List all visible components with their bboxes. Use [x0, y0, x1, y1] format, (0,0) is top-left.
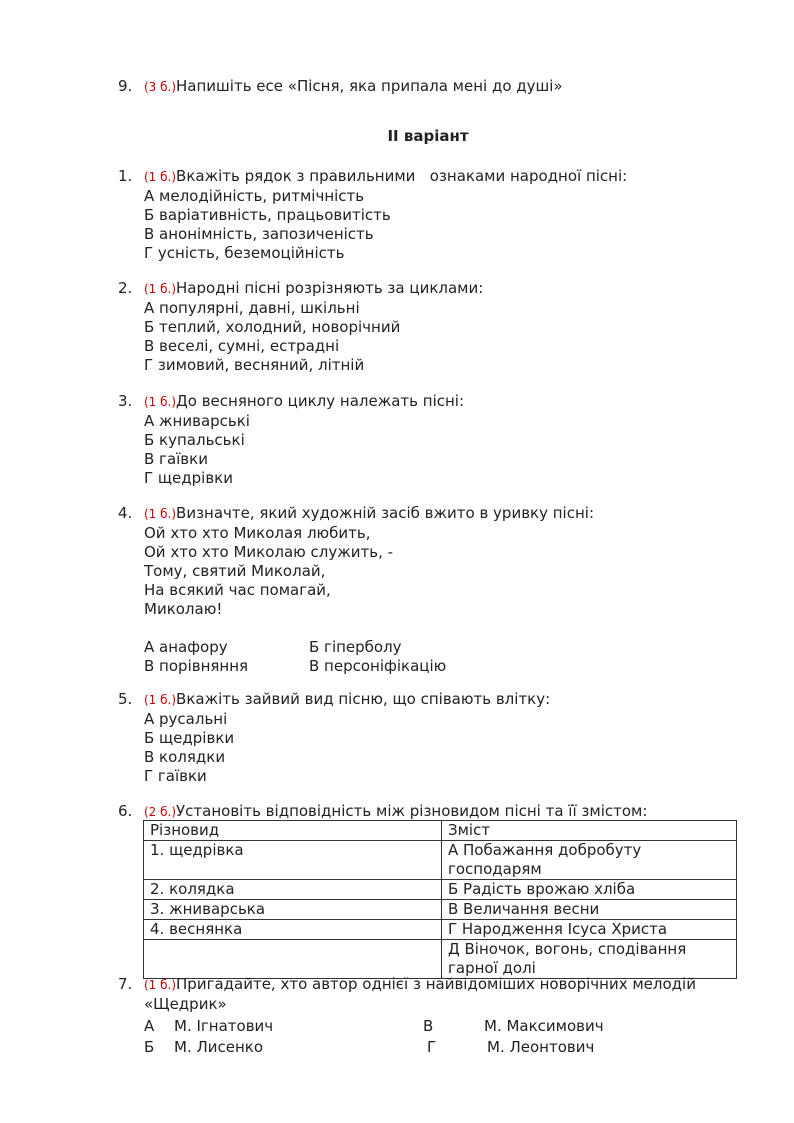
- question-text: Визначте, який художній засіб вжито в уривку пісні:: [176, 504, 595, 522]
- variant-heading: [0, 127, 794, 145]
- question-text: Напишіть есе «Пісня, яка припала мені до душі»: [176, 77, 563, 95]
- variant-heading-rest: іант: [434, 127, 469, 145]
- options-row: [144, 657, 748, 676]
- table-cell: Д Віночок, вогонь, сподівання гарної долі: [442, 940, 737, 979]
- question-text: До весняного циклу належать пісні:: [176, 392, 465, 410]
- option-d: Г щедрівки: [144, 469, 233, 487]
- verse-line: Ой хто хто Миколаю служить, -: [144, 543, 394, 561]
- question-text: Народні пісні розрізняють за циклами:: [176, 279, 484, 297]
- question-text: Установіть відповідність між різновидом пісні та її змістом:: [176, 802, 648, 820]
- table-cell: 3. жниварська: [144, 900, 442, 920]
- question-number: 2.: [118, 279, 133, 297]
- question-6: [118, 802, 748, 822]
- question-7: [118, 975, 738, 1059]
- points-label: (1 б.): [144, 395, 177, 409]
- question-number: 6.: [118, 802, 133, 820]
- verse-line: Тому, святий Миколай,: [144, 562, 326, 580]
- table-header-cell: Зміст: [442, 821, 737, 841]
- option-b: Б теплий, холодний, новорічний: [144, 318, 401, 336]
- question-3: [118, 392, 748, 488]
- verse-line: Ой хто хто Миколая любить,: [144, 524, 371, 542]
- question-number: 7.: [118, 975, 133, 993]
- table-cell: 4. веснянка: [144, 920, 442, 940]
- option-name: М. Лисенко: [174, 1038, 264, 1056]
- variant-heading-bold: II вар: [387, 127, 435, 145]
- table-cell: 2. колядка: [144, 880, 442, 900]
- options-row: [144, 638, 748, 657]
- table-cell: 1. щедрівка: [144, 841, 442, 880]
- points-label: (3 б.): [144, 80, 177, 94]
- table-row: [144, 940, 737, 979]
- option-letter: Б: [144, 1038, 155, 1056]
- table-row: [144, 880, 737, 900]
- option-name: М. Ігнатович: [174, 1017, 274, 1035]
- option-d: В персоніфікацію: [309, 657, 447, 675]
- option-letter: В: [423, 1017, 434, 1035]
- table-header-cell: Різновид: [144, 821, 442, 841]
- option-b: Б купальські: [144, 431, 245, 449]
- options-row: [144, 1017, 738, 1038]
- question-5: [118, 690, 748, 786]
- question-text: Пригадайте, хто автор однієї з найвідоміших новорічних мелодій «Щедрик»: [144, 975, 696, 1013]
- question-number: 5.: [118, 690, 133, 708]
- question-9: [118, 77, 748, 97]
- points-label: (2 б.): [144, 805, 177, 819]
- question-number: 4.: [118, 504, 133, 522]
- option-name: М. Максимович: [484, 1017, 604, 1035]
- option-c: В анонімність, запозиченість: [144, 225, 374, 243]
- verse-line: На всякий час помагай,: [144, 581, 331, 599]
- table-row: [144, 900, 737, 920]
- table-cell: Г Народження Ісуса Христа: [442, 920, 737, 940]
- option-d: Г гаївки: [144, 767, 207, 785]
- option-d: Г усність, беземоційність: [144, 244, 345, 262]
- option-c: В веселі, сумні, естрадні: [144, 337, 340, 355]
- option-b: Б варіативність, працьовитість: [144, 206, 391, 224]
- table-cell: В Величання весни: [442, 900, 737, 920]
- verse-line: Миколаю!: [144, 600, 223, 618]
- option-a: А мелодійність, ритмічність: [144, 187, 365, 205]
- question-number: 9.: [118, 77, 133, 95]
- question-text: Вкажіть рядок з правильними ознаками народної пісні:: [176, 167, 628, 185]
- table-cell: [144, 940, 442, 979]
- table-header-row: [144, 821, 737, 841]
- points-label: (1 б.): [144, 978, 177, 992]
- option-a: А русальні: [144, 710, 228, 728]
- table-cell-text: А Побажання добробуту господарям: [448, 841, 642, 878]
- points-label: (1 б.): [144, 170, 177, 184]
- options-row: [144, 1038, 738, 1059]
- option-a: А анафору: [144, 638, 228, 656]
- question-2: [118, 279, 748, 375]
- matching-table: [143, 820, 737, 979]
- option-c: В колядки: [144, 748, 226, 766]
- question-4: [118, 504, 748, 676]
- question-number: 3.: [118, 392, 133, 410]
- question-1: [118, 167, 748, 263]
- option-b: Б гіперболу: [309, 638, 402, 656]
- option-a: А популярні, давні, шкільні: [144, 299, 360, 317]
- option-letter: Г: [427, 1038, 437, 1056]
- table-row: [144, 920, 737, 940]
- question-number: 1.: [118, 167, 133, 185]
- points-label: (1 б.): [144, 507, 177, 521]
- table-row: [144, 841, 737, 880]
- points-label: (1 б.): [144, 282, 177, 296]
- question-text: Вкажіть зайвий вид пісню, що співають влітку:: [176, 690, 551, 708]
- table-cell: Б Радість врожаю хліба: [442, 880, 737, 900]
- option-b: Б щедрівки: [144, 729, 235, 747]
- option-letter: А: [144, 1017, 155, 1035]
- option-name: М. Леонтович: [487, 1038, 595, 1056]
- points-label: (1 б.): [144, 693, 177, 707]
- option-c: В гаївки: [144, 450, 208, 468]
- option-a: А жниварські: [144, 412, 250, 430]
- option-d: Г зимовий, весняний, літній: [144, 356, 365, 374]
- option-c: В порівняння: [144, 657, 249, 675]
- table-cell: [442, 841, 737, 880]
